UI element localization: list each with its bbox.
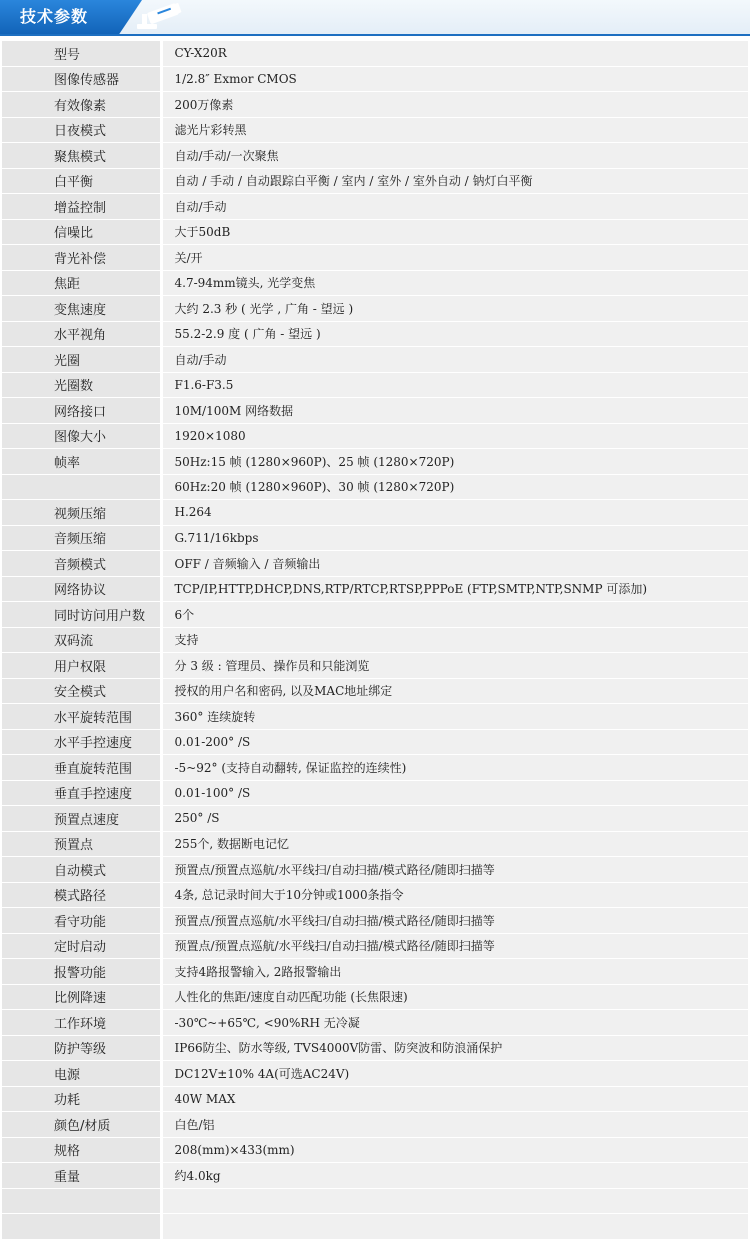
spec-label: 网络接口 [2, 398, 161, 424]
spec-value: 0.01-100° /S [161, 780, 748, 806]
spec-label: 重量 [2, 1163, 161, 1189]
spec-label: 信噪比 [2, 219, 161, 245]
spec-value: 4.7-94mm镜头, 光学变焦 [161, 270, 748, 296]
spec-label: 比例降速 [2, 984, 161, 1010]
spec-label: 水平视角 [2, 321, 161, 347]
spec-value: G.711/16kbps [161, 525, 748, 551]
spec-value: 滤光片彩转黑 [161, 117, 748, 143]
spec-value: 255个, 数据断电记忆 [161, 831, 748, 857]
spec-value: 预置点/预置点巡航/水平线扫/自动扫描/模式路径/随即扫描等 [161, 908, 748, 934]
spec-value: 人性化的焦距/速度自动匹配功能 (长焦限速) [161, 984, 748, 1010]
spec-value: 自动/手动 [161, 347, 748, 373]
spec-label [2, 474, 161, 500]
spec-value: 自动/手动/一次聚焦 [161, 143, 748, 169]
spec-value [161, 1214, 748, 1240]
spec-label: 垂直手控速度 [2, 780, 161, 806]
spec-value: 360° 连续旋转 [161, 704, 748, 730]
spec-value: 大于50dB [161, 219, 748, 245]
spec-row [2, 729, 748, 755]
spec-label: 双码流 [2, 627, 161, 653]
spec-row [2, 908, 748, 934]
spec-value: 支持 [161, 627, 748, 653]
spec-value: 约4.0kg [161, 1163, 748, 1189]
spec-label: 防护等级 [2, 1035, 161, 1061]
spec-row [2, 245, 748, 271]
spec-label: 图像传感器 [2, 66, 161, 92]
spec-value: 50Hz:15 帧 (1280×960P)、25 帧 (1280×720P) [161, 449, 748, 475]
spec-row [2, 347, 748, 373]
spec-value: 支持4路报警输入, 2路报警输出 [161, 959, 748, 985]
spec-label: 预置点 [2, 831, 161, 857]
spec-value: 10M/100M 网络数据 [161, 398, 748, 424]
spec-row [2, 270, 748, 296]
spec-label: 焦距 [2, 270, 161, 296]
spec-row [2, 423, 748, 449]
spec-row [2, 525, 748, 551]
spec-row [2, 143, 748, 169]
spec-value: 0.01-200° /S [161, 729, 748, 755]
spec-label: 聚焦模式 [2, 143, 161, 169]
spec-label: 帧率 [2, 449, 161, 475]
spec-label [2, 1214, 161, 1240]
spec-label: 预置点速度 [2, 806, 161, 832]
spec-value: CY-X20R [161, 41, 748, 66]
spec-value: IP66防尘、防水等级, TVS4000V防雷、防突波和防浪涌保护 [161, 1035, 748, 1061]
spec-row [2, 1137, 748, 1163]
spec-value: -5~92° (支持自动翻转, 保证监控的连续性) [161, 755, 748, 781]
spec-label: 光圈数 [2, 372, 161, 398]
spec-label: 用户权限 [2, 653, 161, 679]
spec-value: 大约 2.3 秒 ( 光学 , 广角 - 望远 ) [161, 296, 748, 322]
spec-row [2, 1010, 748, 1036]
spec-value: F1.6-F3.5 [161, 372, 748, 398]
spec-label: 变焦速度 [2, 296, 161, 322]
spec-value: 6个 [161, 602, 748, 628]
spec-label: 音频模式 [2, 551, 161, 577]
spec-value: 60Hz:20 帧 (1280×960P)、30 帧 (1280×720P) [161, 474, 748, 500]
spec-value: 55.2-2.9 度 ( 广角 - 望远 ) [161, 321, 748, 347]
spec-row [2, 296, 748, 322]
spec-value [161, 1188, 748, 1214]
spec-row [2, 449, 748, 475]
spec-label: 垂直旋转范围 [2, 755, 161, 781]
spec-label [2, 1188, 161, 1214]
spec-value: 白色/铝 [161, 1112, 748, 1138]
spec-row [2, 117, 748, 143]
section-header [0, 0, 750, 36]
spec-label: 电源 [2, 1061, 161, 1087]
spec-value: OFF / 音频输入 / 音频输出 [161, 551, 748, 577]
spec-value: 关/开 [161, 245, 748, 271]
spec-value: 40W MAX [161, 1086, 748, 1112]
spec-value: 自动/手动 [161, 194, 748, 220]
spec-label: 功耗 [2, 1086, 161, 1112]
spec-label: 看守功能 [2, 908, 161, 934]
spec-row [2, 92, 748, 118]
spec-row [2, 984, 748, 1010]
spec-row [2, 168, 748, 194]
spec-label: 白平衡 [2, 168, 161, 194]
spec-label: 安全模式 [2, 678, 161, 704]
spec-label: 报警功能 [2, 959, 161, 985]
spec-label: 模式路径 [2, 882, 161, 908]
spec-row [2, 219, 748, 245]
spec-label: 水平旋转范围 [2, 704, 161, 730]
spec-row [2, 831, 748, 857]
spec-row [2, 66, 748, 92]
spec-label: 定时启动 [2, 933, 161, 959]
spec-value: -30℃~+65℃, <90%RH 无冷凝 [161, 1010, 748, 1036]
spec-row [2, 857, 748, 883]
spec-row [2, 780, 748, 806]
spec-row [2, 1086, 748, 1112]
spec-value: 1/2.8″ Exmor CMOS [161, 66, 748, 92]
spec-label: 颜色/材质 [2, 1112, 161, 1138]
spec-row [2, 602, 748, 628]
spec-row [2, 372, 748, 398]
spec-label: 同时访问用户数 [2, 602, 161, 628]
spec-label: 水平手控速度 [2, 729, 161, 755]
spec-value: 自动 / 手动 / 自动跟踪白平衡 / 室内 / 室外 / 室外自动 / 钠灯白平衡 [161, 168, 748, 194]
spec-label: 有效像素 [2, 92, 161, 118]
spec-row [2, 1035, 748, 1061]
spec-value: H.264 [161, 500, 748, 526]
spec-label: 型号 [2, 41, 161, 66]
spec-row [2, 1163, 748, 1189]
spec-label: 工作环境 [2, 1010, 161, 1036]
spec-value: 预置点/预置点巡航/水平线扫/自动扫描/模式路径/随即扫描等 [161, 933, 748, 959]
spec-row [2, 653, 748, 679]
spec-value: 250° /S [161, 806, 748, 832]
spec-row [2, 882, 748, 908]
camera-icon [136, 2, 184, 32]
spec-value: 分 3 级 : 管理员、操作员和只能浏览 [161, 653, 748, 679]
spec-value: 4条, 总记录时间大于10分钟或1000条指令 [161, 882, 748, 908]
spec-row [2, 321, 748, 347]
spec-row [2, 576, 748, 602]
spec-row [2, 1112, 748, 1138]
spec-label: 自动模式 [2, 857, 161, 883]
spec-label: 规格 [2, 1137, 161, 1163]
spec-row [2, 627, 748, 653]
spec-row [2, 933, 748, 959]
spec-value: 1920×1080 [161, 423, 748, 449]
spec-row [2, 500, 748, 526]
spec-value: 200万像素 [161, 92, 748, 118]
spec-row [2, 678, 748, 704]
spec-table-body [2, 41, 748, 1239]
spec-row [2, 1188, 748, 1214]
section-title: 技术参数 [20, 7, 89, 26]
spec-row [2, 551, 748, 577]
spec-label: 网络协议 [2, 576, 161, 602]
spec-label: 视频压缩 [2, 500, 161, 526]
spec-row [2, 398, 748, 424]
spec-row [2, 41, 748, 66]
spec-label: 背光补偿 [2, 245, 161, 271]
spec-row [2, 959, 748, 985]
spec-row [2, 806, 748, 832]
spec-value: 预置点/预置点巡航/水平线扫/自动扫描/模式路径/随即扫描等 [161, 857, 748, 883]
spec-row [2, 704, 748, 730]
spec-label: 光圈 [2, 347, 161, 373]
spec-label: 图像大小 [2, 423, 161, 449]
spec-row [2, 1214, 748, 1240]
spec-value: 授权的用户名和密码, 以及MAC地址绑定 [161, 678, 748, 704]
spec-table [2, 41, 748, 1240]
spec-row [2, 194, 748, 220]
spec-row [2, 1061, 748, 1087]
spec-label: 增益控制 [2, 194, 161, 220]
spec-label: 音频压缩 [2, 525, 161, 551]
spec-row [2, 474, 748, 500]
spec-value: DC12V±10% 4A(可选AC24V) [161, 1061, 748, 1087]
spec-value: TCP/IP,HTTP,DHCP,DNS,RTP/RTCP,RTSP,PPPoE (FTP,SMTP,NTP,SNMP 可添加) [161, 576, 748, 602]
spec-value: 208(mm)×433(mm) [161, 1137, 748, 1163]
spec-label: 日夜模式 [2, 117, 161, 143]
spec-row [2, 755, 748, 781]
